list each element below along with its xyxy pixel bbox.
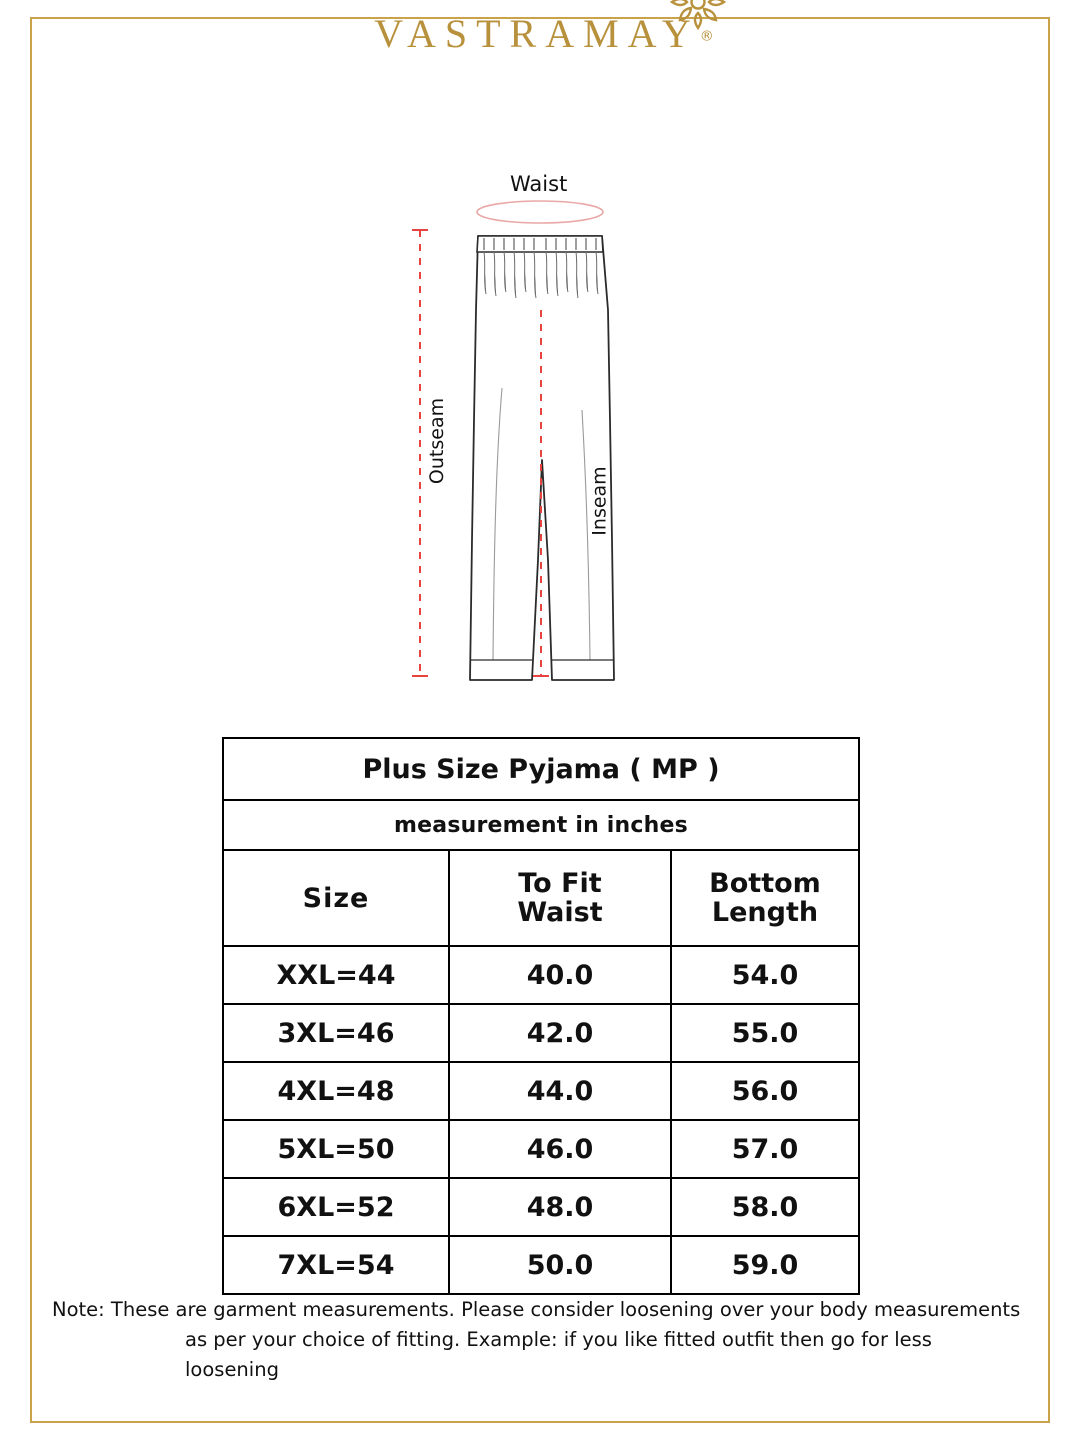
cell-bottom-length: 59.0 [671,1236,859,1294]
brand-row [366,11,714,57]
cell-size: 6XL=52 [223,1178,449,1236]
brand-name: VASTRAMAY [374,11,700,56]
table-row [223,1062,859,1120]
cell-bottom-length: 54.0 [671,946,859,1004]
cell-size: 5XL=50 [223,1120,449,1178]
column-header-to-fit-waist-line2: Waist [517,897,603,928]
table-row [223,1120,859,1178]
table-subtitle: measurement in inches [223,800,859,850]
cell-size: 3XL=46 [223,1004,449,1062]
table-header-row [223,850,859,946]
table-title: Plus Size Pyjama ( MP ) [223,738,859,800]
pyjama-line-drawing [360,160,720,720]
cell-bottom-length: 56.0 [671,1062,859,1120]
cell-size: 4XL=48 [223,1062,449,1120]
outseam-label: Outseam [426,397,449,485]
inseam-label: Inseam [588,466,611,536]
cell-to-fit-waist: 44.0 [449,1062,671,1120]
table-row [223,1178,859,1236]
waist-label: Waist [510,172,568,196]
brand-header [0,11,1080,57]
cell-to-fit-waist: 48.0 [449,1178,671,1236]
column-header-to-fit-waist-line1: To Fit [518,867,602,899]
cell-bottom-length: 55.0 [671,1004,859,1062]
table-row [223,946,859,1004]
note-line-1: Note: These are garment measurements. Please consider loosening over your body measurements [52,1298,1021,1321]
registered-mark: ® [699,28,714,45]
cell-bottom-length: 58.0 [671,1178,859,1236]
column-header-bottom-length [671,850,859,946]
table-subtitle-row [223,800,859,850]
column-header-bottom-length-line1: Bottom [709,867,821,899]
table-title-row [223,738,859,800]
size-table [222,737,860,1295]
cell-to-fit-waist: 40.0 [449,946,671,1004]
table-row [223,1004,859,1062]
column-header-to-fit-waist [449,850,671,946]
cell-to-fit-waist: 50.0 [449,1236,671,1294]
cell-size: XXL=44 [223,946,449,1004]
pyjama-illustration [360,160,720,720]
column-header-bottom-length-line2: Length [711,897,819,928]
cell-size: 7XL=54 [223,1236,449,1294]
note-text [50,1295,1030,1386]
cell-to-fit-waist: 46.0 [449,1120,671,1178]
cell-bottom-length: 57.0 [671,1120,859,1178]
note-line-2: as per your choice of fitting. Example: if you like fitted outfit then go for less loosening [185,1328,932,1382]
table-row [223,1236,859,1294]
cell-to-fit-waist: 42.0 [449,1004,671,1062]
column-header-size: Size [223,850,449,946]
floral-ornament-icon [666,0,730,34]
size-table-container [222,737,858,1295]
